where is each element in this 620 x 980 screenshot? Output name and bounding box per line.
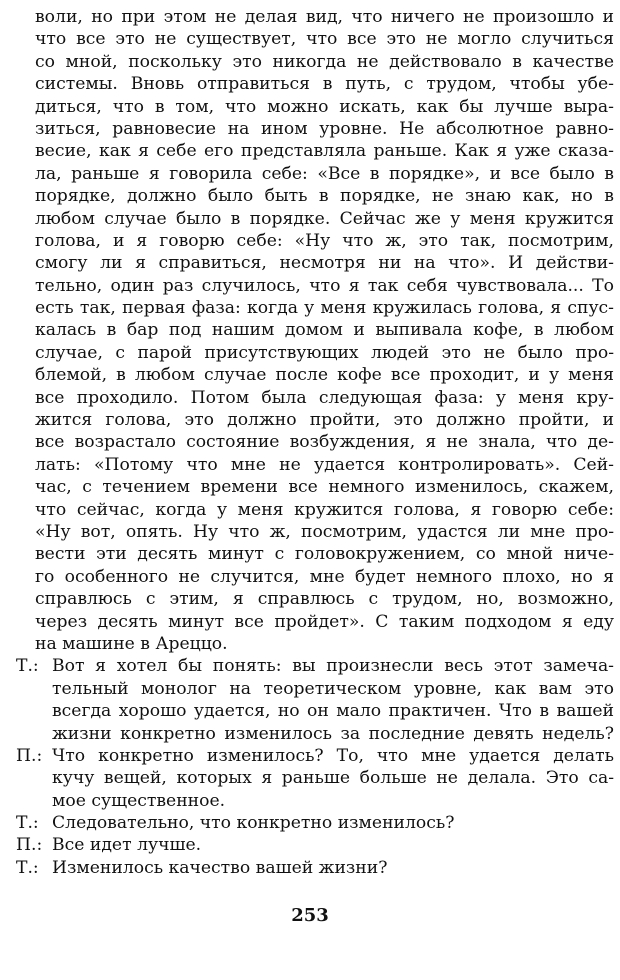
- text-line: лать: «Потому что мне не удается контролировать». Сей-: [35, 454, 614, 475]
- dialogue-turn-patient: [16, 745, 614, 812]
- page-number: 253: [291, 905, 329, 926]
- text-line: смогу ли я справиться, несмотря ни на что». И действи-: [35, 253, 614, 274]
- text-line: кучу вещей, которых я раньше больше не делала. Это са-: [52, 768, 614, 789]
- dialogue-turn-therapist: [16, 857, 614, 879]
- text-line: весие, как я себе его представляла раньше. Как я уже сказа-: [35, 141, 614, 162]
- text-line: Следовательно, что конкретно изменилось?: [52, 813, 455, 834]
- dialogue-turn-therapist: [16, 812, 614, 834]
- text-line: через десять минут все пройдет». С таким подходом я еду: [35, 611, 614, 632]
- dialogue-text: [52, 745, 614, 812]
- text-line: Все идет лучше.: [52, 835, 202, 856]
- text-line: го особенного не случится, мне будет немного плохо, но я: [35, 566, 614, 587]
- text-line: системы. Вновь отправиться в путь, с трудом, чтобы убе-: [35, 74, 614, 95]
- text-line: всегда хорошо удается, но он мало практичен. Что в вашей: [52, 701, 614, 722]
- text-line: диться, что в том, что можно искать, как бы лучше выра-: [35, 96, 614, 117]
- dialogue-text: [52, 834, 614, 856]
- dialogue-text: [52, 812, 614, 834]
- text-line: любом случае было в порядке. Сейчас же у меня кружится: [35, 208, 614, 229]
- text-line: тельно, один раз случилось, что я так себя чувствовала... То: [35, 275, 614, 296]
- page-text: [16, 6, 614, 879]
- speaker-label: П.:: [16, 835, 43, 856]
- text-line: порядке, должно было быть в порядке, не знаю как, но в: [35, 186, 614, 207]
- text-line: Изменилось качество вашей жизни?: [52, 857, 388, 878]
- text-line: что сейчас, когда у меня кружится голова, я говорю себе:: [35, 499, 614, 520]
- text-line: блемой, в любом случае после кофе все проходит, и у меня: [35, 365, 614, 386]
- speaker-label: Т.:: [16, 656, 39, 677]
- dialogue-turn-patient: [16, 834, 614, 856]
- text-line: жится голова, это должно пройти, это должно пройти, и: [35, 410, 614, 431]
- text-line: вести эти десять минут с головокружением, со мной ниче-: [35, 544, 614, 565]
- text-line: мое существенное.: [52, 790, 226, 811]
- dialogue-turn-therapist: [16, 655, 614, 745]
- text-line: жизни конкретно изменилось за последние девять недель?: [52, 723, 614, 744]
- text-line: справлюсь с этим, я справлюсь с трудом, но, возможно,: [35, 589, 614, 610]
- text-line: ла, раньше я говорила себе: «Все в порядке», и все было в: [35, 163, 614, 184]
- dialogue-text: [52, 655, 614, 745]
- speaker-label: Т.:: [16, 813, 39, 834]
- speaker-label: Т.:: [16, 857, 39, 878]
- text-line: тельный монолог на теоретическом уровне, как вам это: [52, 678, 614, 699]
- narrative-paragraph: [16, 6, 614, 655]
- text-line: есть так, первая фаза: когда у меня кружилась голова, я спус-: [35, 298, 614, 319]
- text-line: со мной, поскольку это никогда не действовало в качестве: [35, 51, 614, 72]
- text-line: случае, с парой присутствующих людей это не было про-: [35, 342, 614, 363]
- text-line: зиться, равновесие на ином уровне. Не абсолютное равно-: [35, 118, 614, 139]
- dialogue-text: [52, 857, 614, 879]
- speaker-label: П.:: [16, 745, 43, 766]
- text-line: голова, и я говорю себе: «Ну что ж, это так, посмотрим,: [35, 230, 614, 251]
- text-line: что все это не существует, что все это не могло случиться: [35, 29, 614, 50]
- text-line: «Ну вот, опять. Ну что ж, посмотрим, удастся ли мне про-: [35, 521, 614, 542]
- text-line: воли, но при этом не делая вид, что ничего не произошло и: [35, 7, 614, 27]
- text-line: калась в бар под нашим домом и выпивала кофе, в любом: [35, 320, 614, 341]
- text-line: час, с течением времени все немного изменилось, скажем,: [35, 477, 614, 498]
- text-line: Вот я хотел бы понять: вы произнесли весь этот замеча-: [52, 656, 614, 677]
- text-line: на машине в Ареццо.: [35, 633, 228, 654]
- text-line: все проходило. Потом была следующая фаза: у меня кру-: [35, 387, 614, 408]
- text-line: все возрастало состояние возбуждения, я не знала, что де-: [35, 432, 614, 453]
- text-line: Что конкретно изменилось? То, что мне удается делать: [52, 745, 614, 766]
